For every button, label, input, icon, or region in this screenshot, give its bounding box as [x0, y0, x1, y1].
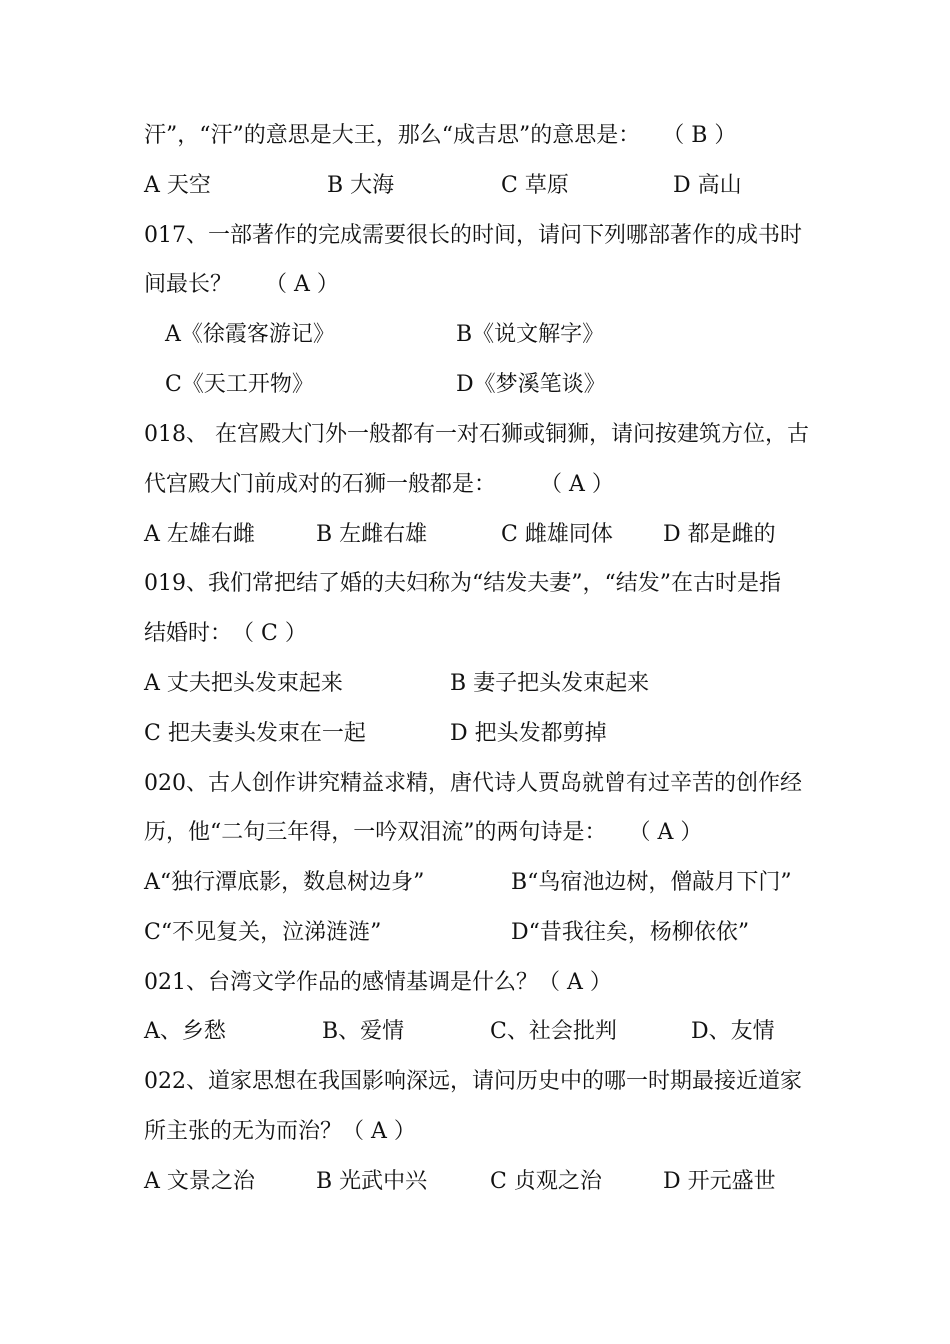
question-022-option-d: D 开元盛世 — [663, 1169, 776, 1194]
question-019-line-2: 结婚时： （ C ） — [144, 621, 307, 646]
question-018-line-1: 018、 在宫殿大门外一般都有一对石狮或铜狮，请问按建筑方位，古 — [144, 422, 809, 447]
question-018-option-d: D 都是雌的 — [663, 522, 776, 547]
question-017-option-a: A《徐霞客游记》 — [165, 322, 335, 347]
question-017-option-b: B《说文解字》 — [456, 322, 605, 347]
question-017-option-d: D《梦溪笔谈》 — [456, 372, 606, 397]
question-020-option-b: B“鸟宿池边树，僧敲月下门” — [511, 870, 792, 895]
question-020-option-d: D“昔我往矣，杨柳依依” — [511, 920, 750, 945]
question-016-option-a: A 天空 — [144, 173, 211, 198]
question-021-option-c: C、社会批判 — [490, 1019, 617, 1044]
question-016-option-d: D 高山 — [673, 173, 742, 198]
question-018-option-c: C 雌雄同体 — [501, 522, 613, 547]
question-021-option-a: A、乡愁 — [144, 1019, 226, 1044]
question-019-option-a: A 丈夫把头发束起来 — [144, 671, 343, 696]
question-019-option-c: C 把夫妻头发束在一起 — [144, 721, 366, 746]
question-019-option-b: B 妻子把头发束起来 — [450, 671, 650, 696]
question-018-option-b: B 左雌右雄 — [316, 522, 428, 547]
question-020-option-c: C“不见复关，泣涕涟涟” — [144, 920, 382, 945]
question-018-line-2: 代宫殿大门前成对的石狮一般都是： （ A ） — [144, 472, 614, 497]
question-022-option-a: A 文景之治 — [144, 1169, 255, 1194]
question-022-option-c: C 贞观之治 — [490, 1169, 602, 1194]
question-016-option-b: B 大海 — [327, 173, 395, 198]
question-016-option-c: C 草原 — [501, 173, 569, 198]
question-017-option-c: C《天工开物》 — [165, 372, 314, 397]
question-020-line-2: 历，他“二句三年得，一吟双泪流”的两句诗是： （ A ） — [144, 820, 703, 845]
question-022-line-1: 022、道家思想在我国影响深远，请问历史中的哪一时期最接近道家 — [144, 1069, 802, 1094]
question-021-line-1: 021、台湾文学作品的感情基调是什么？（ A ） — [144, 970, 612, 995]
question-020-option-a: A“独行潭底影，数息树边身” — [144, 870, 425, 895]
question-017-line-2: 间最长？ （ A ） — [144, 272, 339, 297]
question-017-line-1: 017、一部著作的完成需要很长的时间，请问下列哪部著作的成书时 — [144, 223, 802, 248]
question-018-option-a: A 左雄右雌 — [144, 522, 255, 547]
question-019-option-d: D 把头发都剪掉 — [450, 721, 607, 746]
question-021-option-d: D、友情 — [691, 1019, 775, 1044]
question-022-option-b: B 光武中兴 — [316, 1169, 428, 1194]
question-019-line-1: 019、我们常把结了婚的夫妇称为“结发夫妻”，“结发”在古时是指 — [144, 571, 781, 596]
question-021-option-b: B、爱情 — [322, 1019, 405, 1044]
question-022-line-2: 所主张的无为而治？（ A ） — [144, 1119, 416, 1144]
question-016-line-1: 汗”，“汗”的意思是大王，那么“成吉思”的意思是： （ B ） — [144, 123, 737, 148]
question-020-line-1: 020、古人创作讲究精益求精，唐代诗人贾岛就曾有过辛苦的创作经 — [144, 771, 802, 796]
